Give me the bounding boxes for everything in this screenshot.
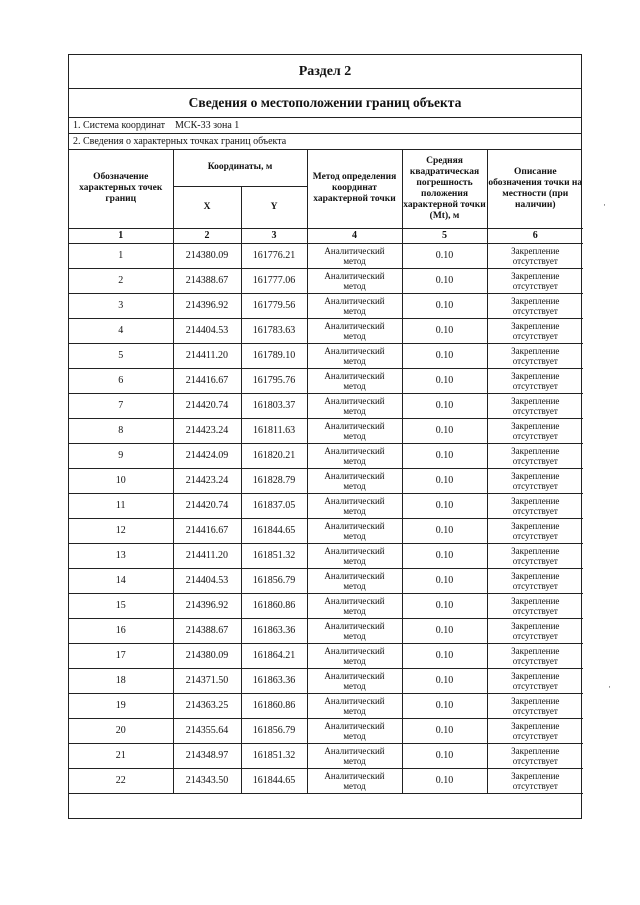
method-line: метод	[343, 380, 366, 391]
description-line: отсутствует	[512, 530, 558, 541]
method-line: метод	[343, 255, 366, 266]
method	[307, 768, 402, 793]
column-index: 5	[402, 228, 487, 243]
description	[487, 743, 583, 768]
method	[307, 693, 402, 718]
description	[487, 243, 583, 268]
description-line: отсутствует	[512, 580, 558, 591]
method-line: метод	[343, 730, 366, 741]
point-number: 10	[69, 468, 173, 493]
point-number: 7	[69, 393, 173, 418]
description-line: отсутствует	[512, 405, 558, 416]
description-line: Закрепление	[511, 495, 560, 506]
coord-x: 214396.92	[173, 293, 241, 318]
section-title: Раздел 2	[69, 55, 581, 89]
description-line: отсутствует	[512, 555, 558, 566]
method-line: метод	[343, 305, 366, 316]
table-row	[69, 368, 583, 393]
description-line: отсутствует	[512, 255, 558, 266]
method	[307, 368, 402, 393]
coord-y: 161856.79	[241, 718, 307, 743]
description	[487, 368, 583, 393]
description-line: Закрепление	[511, 395, 560, 406]
description-line: отсутствует	[512, 430, 558, 441]
coordinate-system-label: 1. Система координат	[73, 120, 166, 131]
coord-x: 214396.92	[173, 593, 241, 618]
table-row	[69, 318, 583, 343]
point-number: 15	[69, 593, 173, 618]
description	[487, 468, 583, 493]
point-number: 22	[69, 768, 173, 793]
header-method: Метод определения координат характерной точки	[307, 150, 402, 228]
table-row	[69, 618, 583, 643]
description	[487, 518, 583, 543]
method-line: Аналитический	[324, 570, 385, 581]
table-row	[69, 268, 583, 293]
description-line: Закрепление	[511, 320, 560, 331]
coord-x: 214343.50	[173, 768, 241, 793]
mean-error: 0.10	[402, 593, 487, 618]
document-sheet	[68, 54, 582, 819]
method-line: Аналитический	[324, 295, 385, 306]
table-tail-row	[69, 794, 581, 810]
coord-y: 161789.10	[241, 343, 307, 368]
point-number: 1	[69, 243, 173, 268]
coord-x: 214380.09	[173, 643, 241, 668]
coord-y: 161863.36	[241, 668, 307, 693]
column-index: 4	[307, 228, 402, 243]
mean-error: 0.10	[402, 718, 487, 743]
table-row	[69, 518, 583, 543]
description-line: отсутствует	[512, 605, 558, 616]
description-line: отсутствует	[512, 480, 558, 491]
method	[307, 718, 402, 743]
method-line: метод	[343, 405, 366, 416]
description	[487, 343, 583, 368]
method-line: метод	[343, 680, 366, 691]
method-line: Аналитический	[324, 670, 385, 681]
description-line: отсутствует	[512, 355, 558, 366]
column-index-row	[69, 228, 583, 243]
description-line: Закрепление	[511, 595, 560, 606]
method-line: Аналитический	[324, 370, 385, 381]
description-line: отсутствует	[512, 780, 558, 791]
mean-error: 0.10	[402, 243, 487, 268]
description-line: Закрепление	[511, 695, 560, 706]
description-line: отсутствует	[512, 630, 558, 641]
mean-error: 0.10	[402, 393, 487, 418]
table-row	[69, 343, 583, 368]
coord-x: 214420.74	[173, 393, 241, 418]
method	[307, 568, 402, 593]
description-line: Закрепление	[511, 245, 560, 256]
method	[307, 343, 402, 368]
description-line: Закрепление	[511, 720, 560, 731]
method-line: Аналитический	[324, 345, 385, 356]
coord-x: 214388.67	[173, 268, 241, 293]
description-line: Закрепление	[511, 570, 560, 581]
table-row	[69, 593, 583, 618]
coord-x: 214404.53	[173, 318, 241, 343]
coord-x: 214423.24	[173, 468, 241, 493]
description-line: отсутствует	[512, 655, 558, 666]
header-y: Y	[241, 186, 307, 228]
method-line: Аналитический	[324, 695, 385, 706]
coord-y: 161844.65	[241, 768, 307, 793]
table-row	[69, 443, 583, 468]
coord-y: 161860.86	[241, 693, 307, 718]
column-index: 6	[487, 228, 583, 243]
method	[307, 493, 402, 518]
description-line: Закрепление	[511, 345, 560, 356]
point-number: 12	[69, 518, 173, 543]
method-line: Аналитический	[324, 645, 385, 656]
mean-error: 0.10	[402, 618, 487, 643]
description-line: Закрепление	[511, 420, 560, 431]
method	[307, 318, 402, 343]
description-line: Закрепление	[511, 445, 560, 456]
description	[487, 493, 583, 518]
description-line: Закрепление	[511, 670, 560, 681]
coord-y: 161783.63	[241, 318, 307, 343]
point-number: 13	[69, 543, 173, 568]
point-number: 2	[69, 268, 173, 293]
coord-y: 161828.79	[241, 468, 307, 493]
coord-y: 161851.32	[241, 743, 307, 768]
description-line: отсутствует	[512, 280, 558, 291]
point-number: 17	[69, 643, 173, 668]
description	[487, 268, 583, 293]
mean-error: 0.10	[402, 418, 487, 443]
description	[487, 418, 583, 443]
method-line: метод	[343, 430, 366, 441]
coord-x: 214411.20	[173, 343, 241, 368]
method-line: метод	[343, 505, 366, 516]
table-row	[69, 643, 583, 668]
method	[307, 743, 402, 768]
method-line: Аналитический	[324, 545, 385, 556]
description-line: Закрепление	[511, 545, 560, 556]
coord-x: 214380.09	[173, 243, 241, 268]
mean-error: 0.10	[402, 568, 487, 593]
mean-error: 0.10	[402, 343, 487, 368]
method-line: Аналитический	[324, 770, 385, 781]
coord-x: 214355.64	[173, 718, 241, 743]
mean-error: 0.10	[402, 493, 487, 518]
header-x: X	[173, 186, 241, 228]
method-line: метод	[343, 705, 366, 716]
coord-y: 161811.63	[241, 418, 307, 443]
point-number: 14	[69, 568, 173, 593]
table-row	[69, 418, 583, 443]
method	[307, 443, 402, 468]
mean-error: 0.10	[402, 693, 487, 718]
header-coordinates: Координаты, м	[173, 150, 307, 186]
coord-y: 161776.21	[241, 243, 307, 268]
description-line: отсутствует	[512, 705, 558, 716]
description	[487, 543, 583, 568]
mean-error: 0.10	[402, 543, 487, 568]
description-line: Закрепление	[511, 620, 560, 631]
table-row	[69, 493, 583, 518]
table-row	[69, 393, 583, 418]
coord-y: 161777.06	[241, 268, 307, 293]
point-number: 4	[69, 318, 173, 343]
method-line: Аналитический	[324, 470, 385, 481]
coord-y: 161864.21	[241, 643, 307, 668]
point-number: 19	[69, 693, 173, 718]
mean-error: 0.10	[402, 443, 487, 468]
description	[487, 293, 583, 318]
method-line: метод	[343, 580, 366, 591]
description	[487, 593, 583, 618]
coord-x: 214424.09	[173, 443, 241, 468]
point-number: 18	[69, 668, 173, 693]
method	[307, 593, 402, 618]
coordinate-system-line	[69, 118, 581, 134]
method-line: метод	[343, 630, 366, 641]
mean-error: 0.10	[402, 318, 487, 343]
method-line: метод	[343, 655, 366, 666]
point-number: 21	[69, 743, 173, 768]
mean-error: 0.10	[402, 518, 487, 543]
mean-error: 0.10	[402, 768, 487, 793]
method-line: Аналитический	[324, 395, 385, 406]
mean-error: 0.10	[402, 643, 487, 668]
point-number: 16	[69, 618, 173, 643]
description-line: отсутствует	[512, 730, 558, 741]
description-line: отсутствует	[512, 380, 558, 391]
description-line: отсутствует	[512, 680, 558, 691]
coord-x: 214423.24	[173, 418, 241, 443]
mean-error: 0.10	[402, 743, 487, 768]
method-line: метод	[343, 555, 366, 566]
coord-y: 161844.65	[241, 518, 307, 543]
mean-error: 0.10	[402, 668, 487, 693]
method-line: Аналитический	[324, 270, 385, 281]
description-line: Закрепление	[511, 645, 560, 656]
method-line: Аналитический	[324, 445, 385, 456]
header-designation: Обозначение характерных точек границ	[69, 150, 173, 228]
coord-x: 214348.97	[173, 743, 241, 768]
coord-y: 161856.79	[241, 568, 307, 593]
mean-error: 0.10	[402, 293, 487, 318]
table-row	[69, 543, 583, 568]
mean-error: 0.10	[402, 268, 487, 293]
method-line: метод	[343, 330, 366, 341]
coord-y: 161863.36	[241, 618, 307, 643]
method-line: метод	[343, 530, 366, 541]
description-line: Закрепление	[511, 370, 560, 381]
description	[487, 618, 583, 643]
method	[307, 418, 402, 443]
mean-error: 0.10	[402, 368, 487, 393]
method-line: Аналитический	[324, 495, 385, 506]
description	[487, 568, 583, 593]
column-index: 3	[241, 228, 307, 243]
point-number: 5	[69, 343, 173, 368]
method-line: Аналитический	[324, 595, 385, 606]
method-line: Аналитический	[324, 245, 385, 256]
method	[307, 268, 402, 293]
method-line: метод	[343, 280, 366, 291]
description	[487, 443, 583, 468]
table-row	[69, 293, 583, 318]
method-line: метод	[343, 605, 366, 616]
column-index: 2	[173, 228, 241, 243]
coord-x: 214388.67	[173, 618, 241, 643]
coord-x: 214416.67	[173, 368, 241, 393]
method-line: Аналитический	[324, 620, 385, 631]
coord-y: 161851.32	[241, 543, 307, 568]
method	[307, 468, 402, 493]
coord-y: 161820.21	[241, 443, 307, 468]
description-line: отсутствует	[512, 755, 558, 766]
coord-x: 214420.74	[173, 493, 241, 518]
point-number: 20	[69, 718, 173, 743]
column-index: 1	[69, 228, 173, 243]
description	[487, 693, 583, 718]
table-row	[69, 568, 583, 593]
point-number: 9	[69, 443, 173, 468]
coord-y: 161837.05	[241, 493, 307, 518]
description	[487, 668, 583, 693]
coord-y: 161779.56	[241, 293, 307, 318]
coord-y: 161803.37	[241, 393, 307, 418]
point-number: 11	[69, 493, 173, 518]
method	[307, 243, 402, 268]
coord-x: 214404.53	[173, 568, 241, 593]
coord-x: 214363.25	[173, 693, 241, 718]
description	[487, 393, 583, 418]
method-line: метод	[343, 455, 366, 466]
points-table	[69, 150, 583, 794]
description-line: Закрепление	[511, 770, 560, 781]
table-row	[69, 693, 583, 718]
table-row	[69, 668, 583, 693]
method	[307, 393, 402, 418]
method	[307, 618, 402, 643]
description-line: отсутствует	[512, 305, 558, 316]
points-section-title: 2. Сведения о характерных точках границ объекта	[69, 134, 581, 150]
description-line: Закрепление	[511, 520, 560, 531]
coordinate-system-value: МСК-33 зона 1	[175, 120, 240, 131]
description-line: Закрепление	[511, 745, 560, 756]
method-line: метод	[343, 780, 366, 791]
method-line: Аналитический	[324, 745, 385, 756]
table-row	[69, 718, 583, 743]
method-line: Аналитический	[324, 720, 385, 731]
coord-x: 214411.20	[173, 543, 241, 568]
description-line: отсутствует	[512, 505, 558, 516]
description-line: отсутствует	[512, 455, 558, 466]
point-number: 3	[69, 293, 173, 318]
method-line: Аналитический	[324, 420, 385, 431]
method-line: Аналитический	[324, 320, 385, 331]
margin-speck: ·	[603, 200, 606, 210]
method	[307, 643, 402, 668]
coord-x: 214371.50	[173, 668, 241, 693]
description-line: Закрепление	[511, 270, 560, 281]
margin-speck: ·	[608, 682, 611, 692]
coord-x: 214416.67	[173, 518, 241, 543]
description-line: Закрепление	[511, 295, 560, 306]
mean-error: 0.10	[402, 468, 487, 493]
method-line: метод	[343, 755, 366, 766]
description-line: отсутствует	[512, 330, 558, 341]
method-line: Аналитический	[324, 520, 385, 531]
coord-y: 161860.86	[241, 593, 307, 618]
description	[487, 718, 583, 743]
header-description: Описание обозначения точки на местности (при наличии)	[487, 150, 583, 228]
description-line: Закрепление	[511, 470, 560, 481]
method-line: метод	[343, 480, 366, 491]
point-number: 6	[69, 368, 173, 393]
method	[307, 293, 402, 318]
section-subtitle: Сведения о местоположении границ объекта	[69, 89, 581, 118]
method-line: метод	[343, 355, 366, 366]
table-row	[69, 243, 583, 268]
table-row	[69, 768, 583, 793]
description	[487, 643, 583, 668]
header-error: Средняя квадратическая погрешность положения характерной точки (Mt), м	[402, 150, 487, 228]
method	[307, 518, 402, 543]
method	[307, 543, 402, 568]
table-row	[69, 468, 583, 493]
description	[487, 768, 583, 793]
table-row	[69, 743, 583, 768]
point-number: 8	[69, 418, 173, 443]
coord-y: 161795.76	[241, 368, 307, 393]
description	[487, 318, 583, 343]
method	[307, 668, 402, 693]
points-table-body	[69, 228, 583, 793]
